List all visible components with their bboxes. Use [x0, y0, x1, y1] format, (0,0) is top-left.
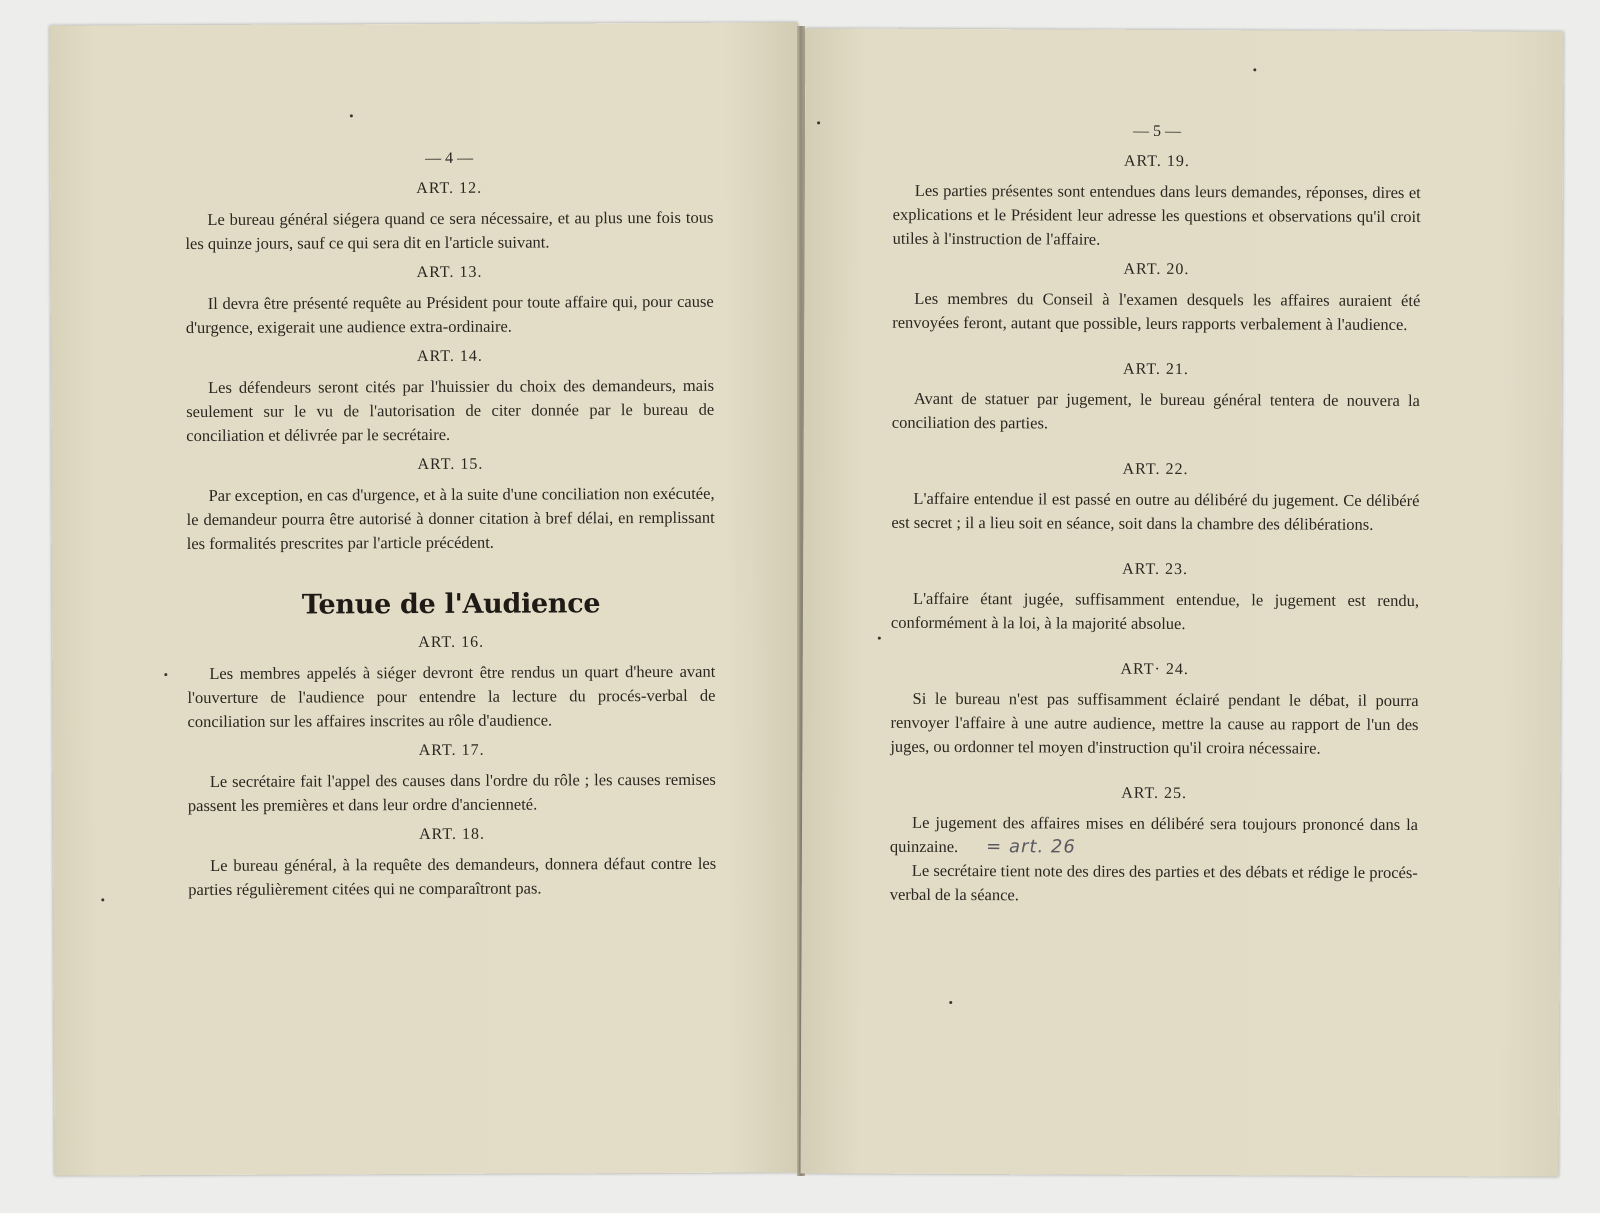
article-text-part: Le jugement des affaires mises en délibéré sera toujours prononcé dans la quinzaine. [889, 812, 1419, 857]
article-heading: ART. 19. [1123, 152, 1190, 171]
article-text: Par exception, en cas d'urgence, et à la suite d'une conciliation non exécutée, le demandeur pourra être autorisé à donner citation à bref délai, en remplissant les formalités prescrites par l'article précédent. [186, 483, 715, 554]
paper-speck [164, 673, 167, 676]
paper-speck [817, 121, 820, 124]
page-number: — 5 — [1133, 122, 1182, 140]
right-page [801, 28, 1564, 1176]
paper-speck [350, 114, 353, 117]
article-text [890, 811, 1418, 861]
article-text: Le bureau général, à la requête des demandeurs, donnera défaut contre les parties régulièrement citées qui ne comparaîtront pas. [188, 853, 717, 900]
article-text: L'affaire entendue il est passé en outre au délibéré du jugement. Ce délibéré est secret ; il a lieu soit en séance, soit dans la chambre des délibérations. [891, 488, 1420, 534]
article-text: Avant de statuer par jugement, le bureau général tentera de nouvera la conciliation des parties. [891, 388, 1420, 433]
article-text: Les membres appelés à siéger devront être rendus un quart d'heure avant l'ouverture de l'audience pour entendre la lecture du procés-verbal de conciliation sur les affaires inscrites au rôle d'audience. [187, 661, 716, 732]
left-page [49, 22, 802, 1175]
paper-speck [878, 637, 881, 640]
article-heading: ART. 17. [418, 741, 485, 760]
article-heading: ART. 20. [1123, 260, 1190, 279]
left-page-column [185, 146, 716, 902]
article-text: Il devra être présenté requête au Président pour toute affaire qui, pour cause d'urgence, exigerait une audience extra-ordinaire. [185, 291, 714, 338]
article-text: L'affaire étant jugée, suffisamment entendue, le jugement est rendu, conformément à la loi, à la majorité absolue. [890, 588, 1420, 634]
article-text: Le bureau général siégera quand ce sera nécessaire, et au plus une fois tous les quinze jours, sauf ce qui sera dit en l'article suivant. [185, 207, 714, 254]
article-text: Le secrétaire tient note des dires des parties et des débats et rédige le procés-verbal de la séance. [889, 860, 1418, 905]
paper-speck [101, 898, 104, 901]
article-heading: ART. 14. [416, 347, 483, 366]
article-heading: ART. 16. [418, 633, 485, 652]
article-heading: ART. 15. [417, 455, 484, 474]
article-heading: ART. 18. [419, 825, 485, 844]
article-text: Si le bureau n'est pas suffisamment éclairé pendant le débat, il pourra renvoyer l'affaire à une autre audience, mettre la cause au rapport de l'un des juges, ou ordonner tel moyen d'instruction qu'il croira nécessaire. [890, 688, 1419, 758]
article-heading: ART. 23. [1122, 560, 1189, 579]
article-heading: ART. 13. [416, 263, 483, 282]
article-heading: ART. 12. [416, 179, 483, 198]
page-number: — 4 — [425, 149, 474, 167]
article-text: Les membres du Conseil à l'examen desquels les affaires auraient été renvoyées feront, autant que possible, leurs rapports verbalement à l'audience. [892, 288, 1421, 334]
paper-speck [949, 1001, 952, 1004]
article-text: Les défendeurs seront cités par l'huissier du choix des demandeurs, mais seulement sur le vu de l'autorisation de citer donnée par le bureau de conciliation et délivrée par le secrétaire. [186, 375, 715, 446]
article-heading: ART· 24. [1120, 660, 1189, 679]
article-heading: ART. 25. [1121, 784, 1188, 803]
article-text: Le secrétaire fait l'appel des causes dans l'ordre du rôle ; les causes remises passent les premières et dans leur ordre d'ancienneté. [187, 769, 716, 816]
article-heading: ART. 22. [1122, 460, 1189, 479]
article-text: Les parties présentes sont entendues dans leurs demandes, réponses, dires et explications et le Président leur adresse les questions et observations qu'il croit utiles à l'instruction de l'affaire. [892, 180, 1421, 249]
right-page-column [890, 119, 1421, 909]
section-title: Tenue de l'Audience [301, 588, 601, 621]
article-heading: ART. 21. [1123, 360, 1189, 379]
paper-speck [1253, 68, 1256, 71]
handwritten-annotation: = art. 26 [986, 836, 1076, 858]
